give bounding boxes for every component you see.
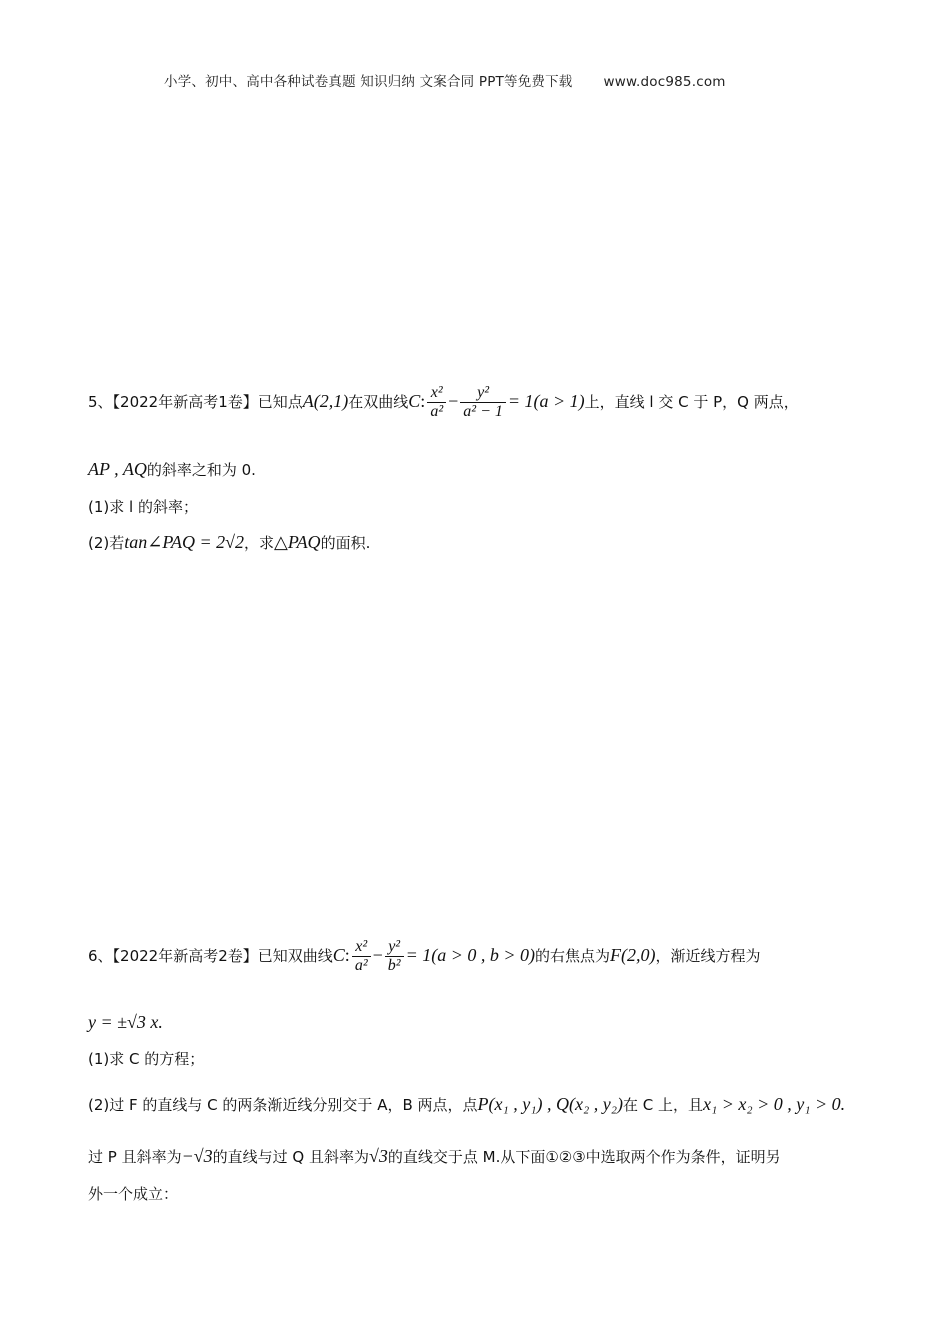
q5-line2 bbox=[88, 459, 256, 480]
q6-line2 bbox=[88, 1012, 163, 1033]
q6-frac-x-num: x² bbox=[355, 938, 368, 955]
q5-point: A(2,1) bbox=[302, 391, 349, 411]
header-bar bbox=[164, 70, 726, 90]
q6-focus-text: 的右焦点为 bbox=[535, 947, 611, 965]
q5-frac-y-den: a² − 1 bbox=[460, 402, 506, 421]
q5-sub2 bbox=[88, 532, 370, 553]
q6-intro: 已知双曲线 bbox=[257, 947, 333, 965]
q6-sub2-b: 在 C 上，且 bbox=[622, 1096, 703, 1114]
q5-line2-math: AP , AQ bbox=[88, 459, 147, 479]
q6-sub2-math2: x₁ > x₂ > 0 , y₁ > 0. bbox=[703, 1094, 846, 1114]
header-text: 小学、初中、高中各种试卷真题 知识归纳 文案合同 PPT等免费下载 bbox=[164, 74, 573, 90]
q6-line4-b: 的直线与过 Q 且斜率为 bbox=[212, 1148, 369, 1166]
q5-sub2-end: 的面积. bbox=[320, 534, 371, 552]
q6-sub2-a: (2)过 F 的直线与 C 的两条渐近线分别交于 A，B 两点，点 bbox=[88, 1096, 478, 1114]
q6-curve: C bbox=[332, 945, 345, 965]
q6-frac-x bbox=[352, 938, 371, 975]
q5-line1 bbox=[88, 384, 799, 421]
q6-asym-text: ，渐近线方程为 bbox=[655, 947, 761, 965]
q6-frac-x-den: a² bbox=[352, 956, 371, 975]
q6-sub2 bbox=[88, 1094, 845, 1115]
q5-frac-y bbox=[460, 384, 506, 421]
q6-line4-slope2: √3 bbox=[368, 1146, 388, 1166]
q6-line4-slope1: −√3 bbox=[181, 1146, 213, 1166]
q6-colon: : bbox=[344, 945, 350, 965]
q6-frac-y bbox=[385, 938, 404, 975]
q5-colon: : bbox=[420, 391, 426, 411]
q6-tag: 【2022年新高考2卷】 bbox=[112, 947, 258, 965]
q6-number: 6、 bbox=[88, 947, 113, 965]
q5-sub2-math: tan∠PAQ = 2√2 bbox=[124, 532, 245, 552]
q5-sub2-pre: (2)若 bbox=[88, 534, 125, 552]
q6-line4 bbox=[88, 1146, 781, 1167]
q5-sub1: (1)求 l 的斜率； bbox=[88, 498, 198, 516]
q6-minus: − bbox=[372, 945, 383, 965]
q5-tail: 上，直线 l 交 C 于 P，Q 两点， bbox=[584, 393, 799, 411]
q6-line4-c: 的直线交于点 M.从下面①②③中选取两个作为条件，证明另 bbox=[387, 1148, 781, 1166]
q6-rhs: = 1(a > 0 , b > 0) bbox=[405, 945, 535, 965]
q5-line2-text: 的斜率之和为 0. bbox=[146, 461, 256, 479]
q5-frac-y-num: y² bbox=[477, 384, 490, 401]
q5-on-curve: 在双曲线 bbox=[348, 393, 409, 411]
q5-sub2-mid: ，求 bbox=[244, 534, 275, 552]
q5-frac-x bbox=[427, 384, 446, 421]
q6-line5: 外一个成立： bbox=[88, 1185, 179, 1203]
q5-intro: 已知点 bbox=[257, 393, 303, 411]
header-url[interactable]: www.doc985.com bbox=[603, 74, 726, 90]
q5-number: 5、 bbox=[88, 393, 113, 411]
q6-asymptote-eq: y = ±√3 x. bbox=[88, 1012, 163, 1032]
q5-curve: C bbox=[408, 391, 421, 411]
q5-rhs: = 1(a > 1) bbox=[507, 391, 585, 411]
q6-line4-a: 过 P 且斜率为 bbox=[88, 1148, 182, 1166]
q6-frac-y-num: y² bbox=[388, 938, 401, 955]
q5-frac-x-num: x² bbox=[430, 384, 443, 401]
q6-line1 bbox=[88, 938, 761, 975]
q6-sub2-math1: P(x₁ , y₁) , Q(x₂ , y₂) bbox=[477, 1094, 623, 1114]
q5-frac-x-den: a² bbox=[427, 402, 446, 421]
q6-sub1: (1)求 C 的方程； bbox=[88, 1050, 205, 1068]
q6-frac-y-den: b² bbox=[385, 956, 404, 975]
q5-tag: 【2022年新高考1卷】 bbox=[112, 393, 258, 411]
q5-sub2-triangle: △PAQ bbox=[274, 532, 321, 552]
q5-minus: − bbox=[448, 391, 459, 411]
q6-focus: F(2,0) bbox=[610, 945, 656, 965]
